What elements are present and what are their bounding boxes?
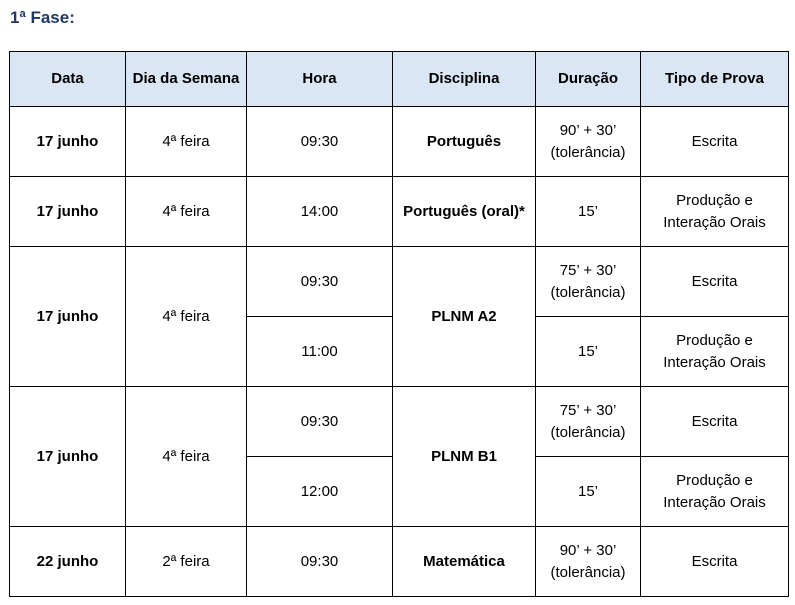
header-disciplina: Disciplina [393,52,536,107]
cell-tipo: Produção e Interação Orais [641,177,789,247]
header-dia-semana: Dia da Semana [126,52,247,107]
cell-dia: 4ª feira [126,177,247,247]
cell-dia: 4ª feira [126,107,247,177]
cell-disciplina: Matemática [393,527,536,597]
cell-disciplina: Português [393,107,536,177]
cell-hora: 09:30 [247,387,393,457]
cell-tipo: Escrita [641,527,789,597]
cell-hora: 11:00 [247,317,393,387]
cell-hora: 09:30 [247,527,393,597]
cell-data: 22 junho [10,527,126,597]
cell-tipo: Escrita [641,247,789,317]
cell-hora: 12:00 [247,457,393,527]
cell-duracao: 15’ [536,317,641,387]
cell-data: 17 junho [10,107,126,177]
cell-data: 17 junho [10,177,126,247]
cell-disciplina: PLNM B1 [393,387,536,527]
cell-duracao: 15’ [536,457,641,527]
cell-dia: 4ª feira [126,387,247,527]
exam-schedule-table [9,51,789,597]
cell-tipo: Produção e Interação Orais [641,317,789,387]
header-hora: Hora [247,52,393,107]
cell-tipo: Escrita [641,107,789,177]
cell-duracao: 75’ + 30’ (tolerância) [536,387,641,457]
cell-tipo: Escrita [641,387,789,457]
cell-dia: 4ª feira [126,247,247,387]
table-row [10,387,789,457]
table-row [10,177,789,247]
cell-disciplina: PLNM A2 [393,247,536,387]
cell-duracao: 15’ [536,177,641,247]
cell-data: 17 junho [10,387,126,527]
cell-hora: 14:00 [247,177,393,247]
header-duracao: Duração [536,52,641,107]
cell-data: 17 junho [10,247,126,387]
cell-duracao: 90’ + 30’ (tolerância) [536,107,641,177]
table-row [10,107,789,177]
cell-hora: 09:30 [247,107,393,177]
cell-tipo: Produção e Interação Orais [641,457,789,527]
header-data: Data [10,52,126,107]
cell-hora: 09:30 [247,247,393,317]
header-tipo-prova: Tipo de Prova [641,52,789,107]
phase-heading: 1ª Fase: [10,8,75,27]
cell-disciplina: Português (oral)* [393,177,536,247]
table-row [10,527,789,597]
table-row [10,247,789,317]
cell-duracao: 90’ + 30’ (tolerância) [536,527,641,597]
table-header-row [10,52,789,107]
cell-dia: 2ª feira [126,527,247,597]
cell-duracao: 75’ + 30’ (tolerância) [536,247,641,317]
